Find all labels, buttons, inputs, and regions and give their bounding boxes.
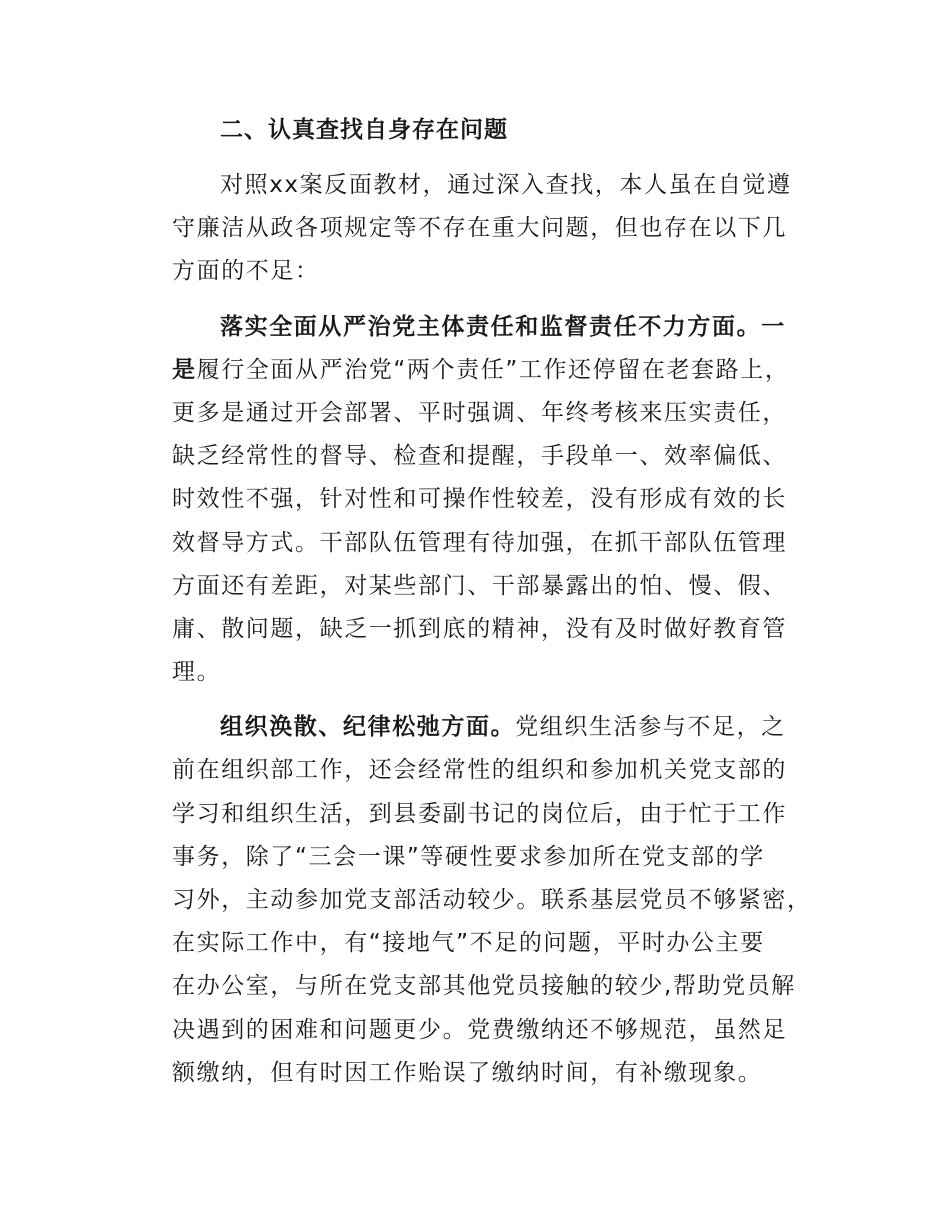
text-line: 习外，主动参加党支部活动较少。联系基层党员不够紧密， [172,887,812,913]
paragraph-discipline [172,706,812,1095]
text-line: 时效性不强，针对性和可操作性较差，没有形成有效的长 [172,486,787,513]
text-line: 方面的不足： [172,258,320,285]
text-line: 更多是通过开会部署、平时强调、年终考核来压实责任， [172,399,787,426]
text-line: 理。 [172,659,222,686]
text-line: 在办公室，与所在党支部其他党员接触的较少,帮助党员解 [172,973,796,1000]
text-line-rest: 党组织生活参与不足，之 [515,714,786,741]
text-line [172,306,804,349]
text-line [172,706,804,749]
text-line: 学习和组织生活，到县委副书记的岗位后，由于忙于工作 [172,800,787,827]
text-line-rest: 履行全面从严治党“两个责任”工作还停留在老套路上， [196,356,790,383]
text-line: 事务，除了“三会一课”等硬性要求参加所在党支部的学 [172,843,765,870]
paragraph-intro [172,164,804,294]
text-line: 方面还有差距，对某些部门、干部暴露出的怕、慢、假、 [172,572,787,599]
text-line: 庸、散问题，缺乏一抓到底的精神，没有及时做好教育管 [172,615,787,642]
text-line: 额缴纳，但有时因工作贻误了缴纳时间，有补缴现象。 [172,1059,763,1086]
text-line: 决遇到的困难和问题更少。党费缴纳还不够规范，虽然足 [172,1016,787,1043]
text-line: 缺乏经常性的督导、检查和提醒，手段单一、效率偏低、 [172,443,787,470]
text-line: 对照xx案反面教材，通过深入查找，本人虽在自觉遵 [220,172,792,198]
section-heading: 二、认真查找自身存在问题 [220,117,508,143]
paragraph-lead-continued: 是 [172,356,197,383]
paragraph-lead: 组织涣散、纪律松弛方面。 [220,714,516,741]
text-line: 前在组织部工作，还会经常性的组织和参加机关党支部的 [172,757,787,784]
text-line: 在实际工作中，有“接地气”不足的问题，平时办公主要 [172,930,765,957]
document-page [172,108,812,1107]
text-line: 效督导方式。干部队伍管理有待加强，在抓干部队伍管理 [172,529,787,556]
paragraph-lead: 落实全面从严治党主体责任和监督责任不力方面。一 [220,313,786,340]
text-line: 守廉洁从政各项规定等不存在重大问题，但也存在以下几 [172,215,787,242]
paragraph-responsibility [172,306,804,695]
text-line [172,349,804,392]
